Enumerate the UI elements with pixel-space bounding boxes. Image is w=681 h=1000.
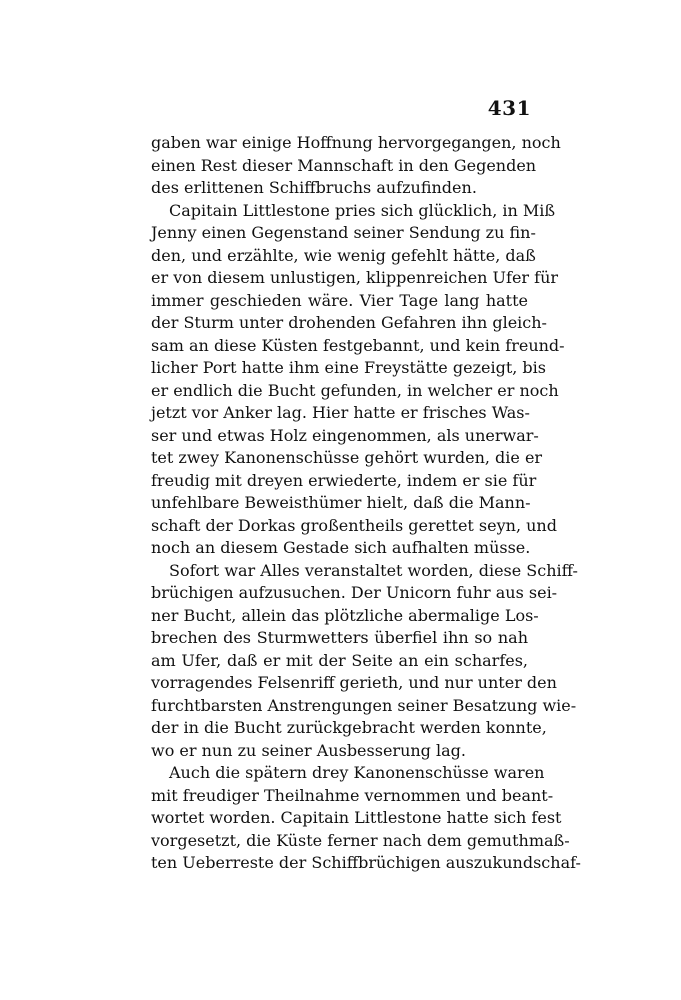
text-line: gaben war einige Hoffnung hervorgegangen, noch [151,133,561,152]
body-text [151,132,581,875]
text-line: wo er nun zu seiner Ausbesserung lag. [151,740,466,760]
text-line: wortet worden. Capitain Littlestone hatte sich fest [151,808,562,827]
text-line: ser und etwas Holz eingenommen, als unerwar- [151,425,539,445]
text-line: jetzt vor Anker lag. Hier hatte er frisches Was- [151,403,530,422]
text-line: er von diesem unlustigen, klippenreichen Ufer für [151,268,559,287]
text-line: immer geschieden wäre. Vier Tage lang hatte [151,290,528,310]
text-line: ten Ueberreste der Schiffbrüchigen auszukundschaf- [151,853,581,872]
text-line: der Sturm unter drohenden Gefahren ihn gleich- [151,313,547,332]
text-line: er endlich die Bucht gefunden, in welcher er noch [151,380,559,400]
text-line: am Ufer, daß er mit der Seite an ein scharfes, [151,650,528,670]
text-line: brüchigen aufzusuchen. Der Unicorn fuhr aus sei- [151,583,558,602]
text-line: Sofort war Alles veranstaltet worden, diese Schiff- [169,560,578,580]
text-line: der in die Bucht zurückgebracht werden konnte, [151,718,547,737]
text-line: sam an diese Küsten festgebannt, und kein freund- [151,335,565,355]
text-line: vorgesetzt, die Küste ferner nach dem gemuthmaß- [151,830,570,850]
text-line: unfehlbare Beweisthümer hielt, daß die Mann- [151,493,531,512]
text-line: mit freudiger Theilnahme vernommen und beant- [151,785,554,805]
text-line: furchtbarsten Anstrengungen seiner Besatzung wie- [151,695,577,715]
text-line: licher Port hatte ihm eine Freystätte gezeigt, bis [151,358,546,377]
text-line: brechen des Sturmwetters überfiel ihn so nah [151,628,528,647]
text-line: noch an diesem Gestade sich aufhalten müsse. [151,538,531,557]
text-line: ner Bucht, allein das plötzliche abermalige Los- [151,605,539,625]
text-line: freudig mit dreyen erwiederte, indem er sie für [151,470,537,490]
text-line: vorragendes Felsenriff gerieth, und nur unter den [151,673,557,692]
text-line: Jenny einen Gegenstand seiner Sendung zu fin- [151,223,536,242]
text-line: Capitain Littlestone pries sich glücklich, in Miß [169,200,556,220]
text-line: den, und erzählte, wie wenig gefehlt hätte, daß [151,245,536,265]
page-number: 431 [487,96,531,120]
text-line: einen Rest dieser Mannschaft in den Gegenden [151,155,537,175]
text-line: schaft der Dorkas großentheils gerettet seyn, und [151,515,557,535]
text-line: des erlittenen Schiffbruchs aufzufinden. [151,178,477,197]
text-line: tet zwey Kanonenschüsse gehört wurden, die er [151,448,543,467]
text-line: Auch die spätern drey Kanonenschüsse waren [169,763,545,782]
